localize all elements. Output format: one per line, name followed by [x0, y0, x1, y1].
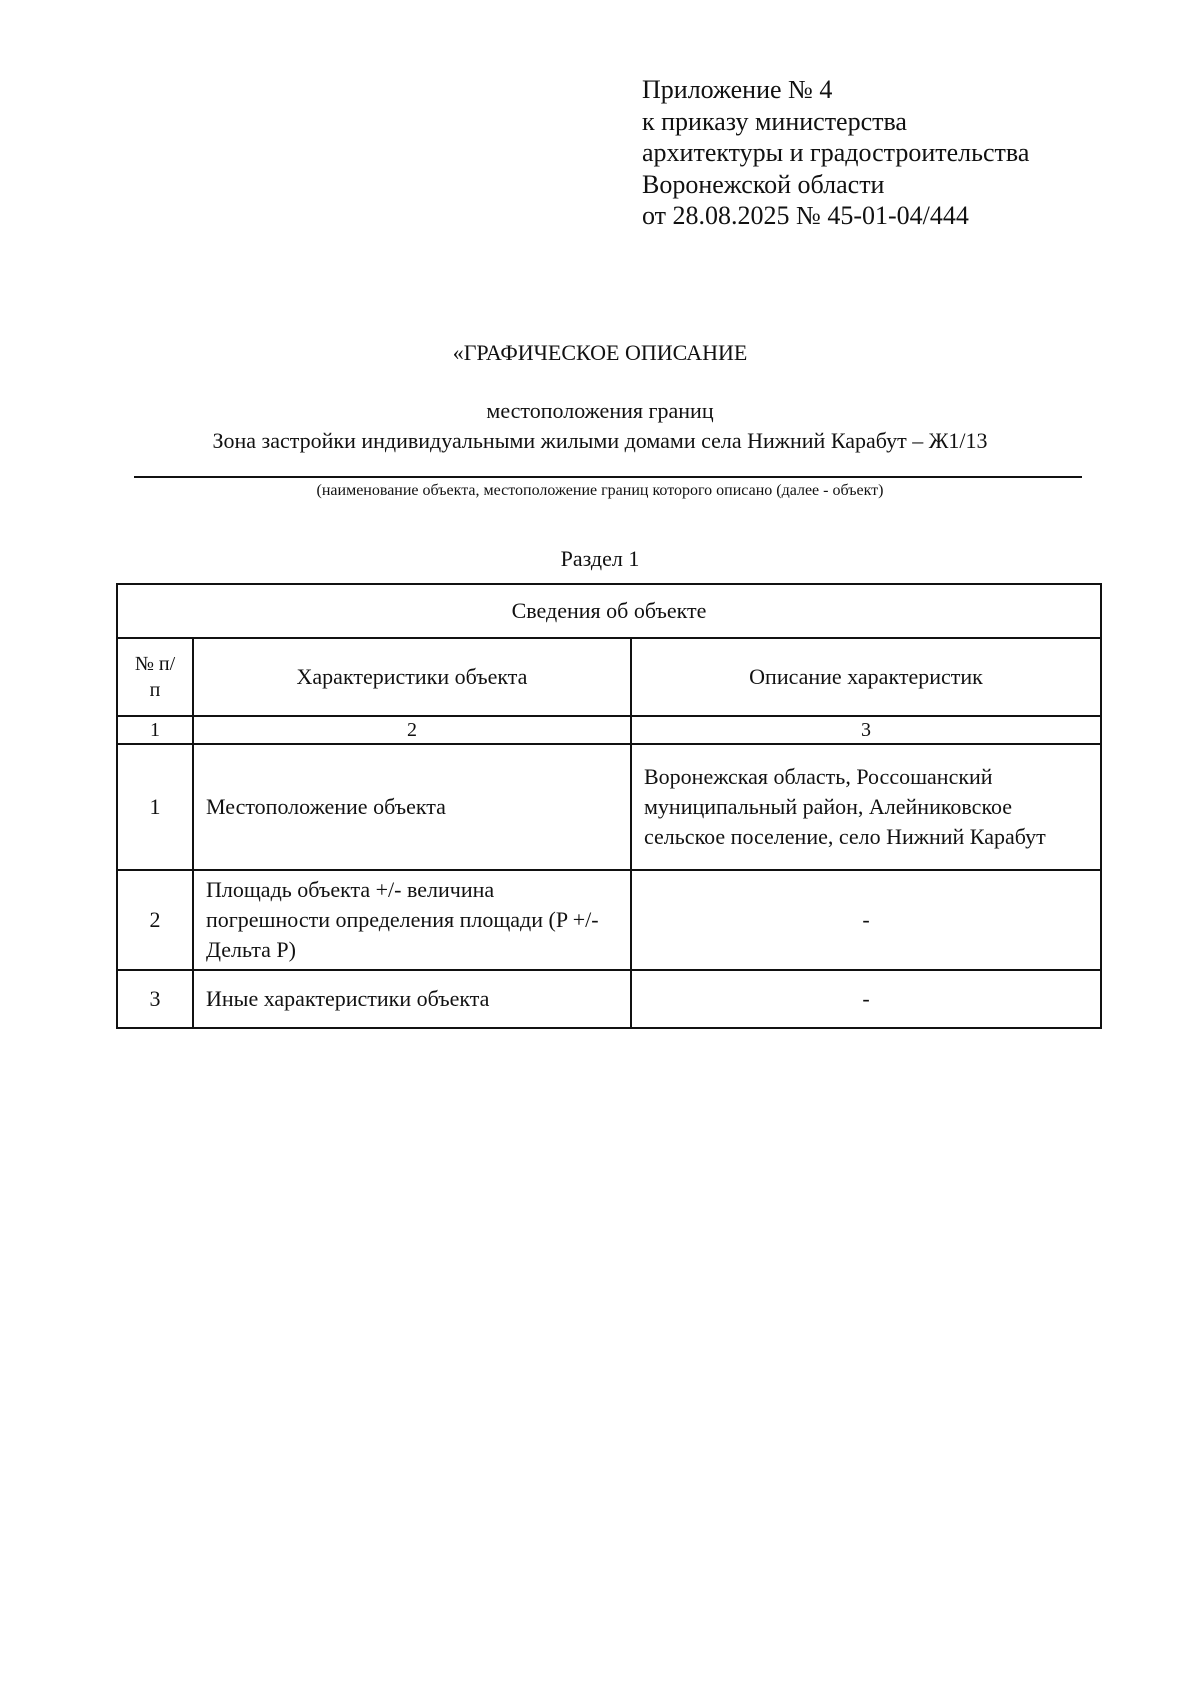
appendix-line: Приложение № 4	[642, 75, 833, 104]
subtitle-line-2: Зона застройки индивидуальными жилыми домами села Нижний Карабут – Ж1/13	[212, 428, 988, 453]
object-caption: (наименование объекта, местоположение границ которого описано (далее - объект)	[316, 482, 884, 499]
column-number: 2	[193, 716, 631, 744]
object-info-table	[116, 583, 1102, 1029]
table-row	[117, 744, 1101, 870]
appendix-block	[642, 74, 1029, 232]
row-number: 3	[117, 970, 193, 1028]
table-caption-row	[117, 584, 1101, 638]
column-number: 3	[631, 716, 1101, 744]
column-number: 1	[117, 716, 193, 744]
header-description: Описание характеристик	[631, 638, 1101, 716]
table-header-row	[117, 638, 1101, 716]
appendix-line: архитектуры и градостроительства	[642, 138, 1030, 167]
row-characteristic: Площадь объекта +/- величина погрешности определения площади (P +/- Дельта P)	[193, 870, 631, 970]
row-description: -	[631, 970, 1101, 1028]
table-row	[117, 970, 1101, 1028]
row-description: Воронежская область, Россошанский муниципальный район, Алейниковское сельское поселение, село Нижний Карабут	[631, 744, 1101, 870]
header-number: № п/п	[117, 638, 193, 716]
appendix-line: Воронежской области	[642, 169, 885, 199]
row-number: 1	[117, 744, 193, 870]
document-title: «ГРАФИЧЕСКОЕ ОПИСАНИЕ	[452, 340, 748, 365]
row-description: -	[631, 870, 1101, 970]
appendix-line: к приказу министерства	[642, 106, 907, 136]
header-characteristic: Характеристики объекта	[193, 638, 631, 716]
section-label: Раздел 1	[560, 546, 640, 571]
subtitle-line-1: местоположения границ	[486, 398, 714, 423]
underline-rule	[134, 476, 1082, 478]
appendix-line: от 28.08.2025 № 45-01-04/444	[642, 201, 969, 230]
column-number-row	[117, 716, 1101, 744]
table-row	[117, 870, 1101, 970]
row-characteristic: Иные характеристики объекта	[193, 970, 631, 1028]
table-caption: Сведения об объекте	[117, 584, 1101, 638]
row-characteristic: Местоположение объекта	[193, 744, 631, 870]
row-number: 2	[117, 870, 193, 970]
